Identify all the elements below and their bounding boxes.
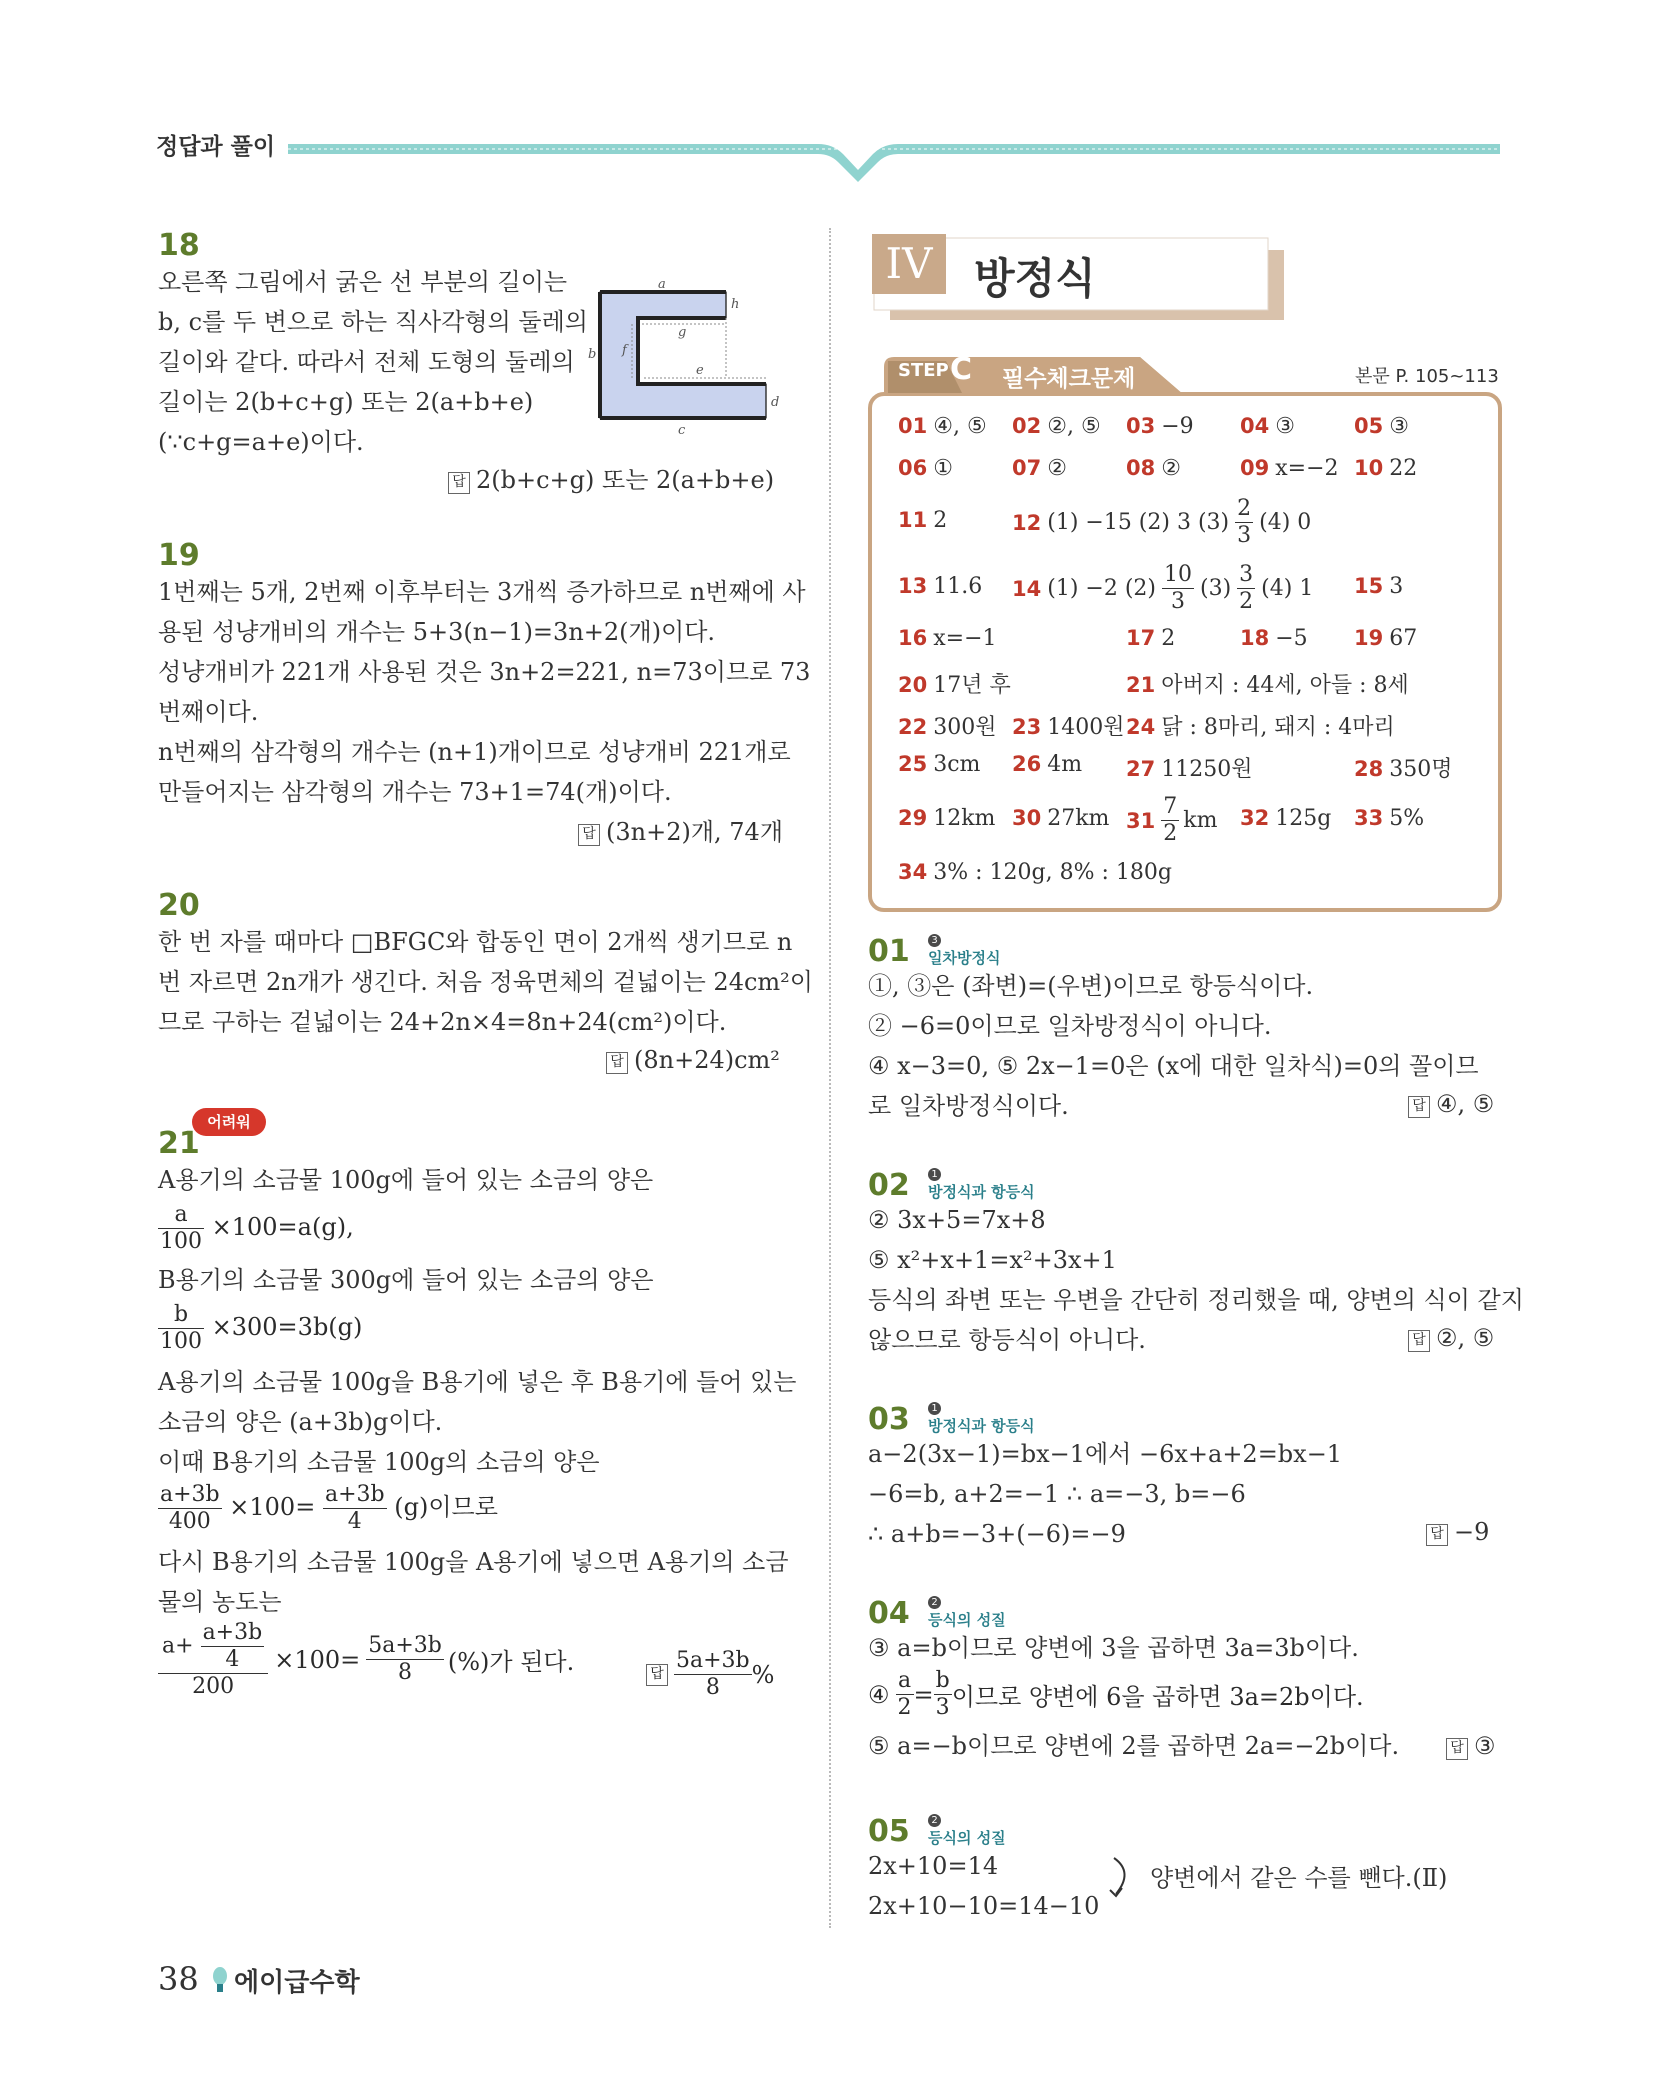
- quick-answer: 27 11250원: [1126, 757, 1253, 782]
- solution-01-body: ①, ③은 (좌변)=(우변)이므로 항등식이다. ② −6=0이므로 일차방정식이 아니다. ④ x−3=0, ⑤ 2x−1=0은 (x에 대한 일차식)=0의 꼴이므 로 일차방정식이다.: [868, 972, 1479, 1120]
- solution-02-body: ② 3x+5=7x+8 ⑤ x²+x+1=x²+3x+1 등식의 좌변 또는 우변을 간단히 정리했을 때, 양변의 식이 같지 않으므로 항등식이 아니다.: [868, 1206, 1524, 1354]
- answer-mark: 답: [646, 1664, 668, 1686]
- quick-answer: 06 ①: [898, 456, 953, 481]
- quick-answer: 01 ④, ⑤: [898, 414, 987, 439]
- quick-answer: 25 3cm: [898, 752, 981, 777]
- problem-18-line: (∵c+g=a+e)이다.: [158, 428, 364, 456]
- difficulty-badge: 어려워: [192, 1108, 266, 1136]
- problem-19-line: 용된 성냥개비의 개수는 5+3(n−1)=3n+2(개)이다.: [158, 618, 716, 646]
- quick-answer: 09 x=−2: [1240, 456, 1339, 481]
- solution-04-line: ④ $\frac{a}{2}$ = $\frac{b}{3}$ 이므로 양변에 6을 곱하면 3a=2b이다.: [868, 1668, 1364, 1720]
- quick-answer: 08 ②: [1126, 456, 1181, 481]
- quick-answer: 23 1400원: [1012, 715, 1125, 740]
- curved-arrow-icon: [1104, 1854, 1144, 1904]
- problem-21-line: B용기의 소금물 300g에 들어 있는 소금의 양은: [158, 1266, 654, 1294]
- bulb-icon: [212, 1966, 228, 1996]
- problem-19-line: 만들어지는 삼각형의 개수는 73+1=74(개)이다.: [158, 778, 672, 806]
- problem-18-body: [158, 262, 588, 462]
- quick-answer: 12 (1) −15 (2) 3 (3) $\frac{2}{3}$ (4) 0: [1012, 496, 1312, 548]
- quick-answer: 02 ②, ⑤: [1012, 414, 1101, 439]
- solution-05-number: 05: [868, 1814, 910, 1849]
- quick-answer: 28 350명: [1354, 757, 1453, 782]
- answer-mark: 답: [578, 824, 600, 846]
- problem-18-line: b, c를 두 변으로 하는 직사각형의 둘레의: [158, 308, 588, 336]
- problem-19-line: 번째이다.: [158, 698, 259, 726]
- problem-21-answer: 답 $\frac{5a+3b}{8}$ %: [646, 1648, 774, 1701]
- problem-19-line: n번째의 삼각형의 개수는 (n+1)개이므로 성냥개비 221개로: [158, 738, 791, 766]
- solution-04-line: ⑤ a=−b이므로 양변에 2를 곱하면 2a=−2b이다.: [868, 1732, 1400, 1760]
- step-letter: C: [950, 352, 973, 387]
- fig-label-e: e: [696, 363, 704, 378]
- fig-label-d: d: [771, 395, 780, 410]
- quick-answer: 34 3% : 120g, 8% : 180g: [898, 860, 1172, 885]
- chapter-number: IV: [872, 234, 946, 294]
- fig-label-f: f: [622, 343, 627, 358]
- problem-20-line: 번 자르면 2n개가 생긴다. 처음 정육면체의 겉넓이는 24cm²이: [158, 968, 813, 996]
- quick-answer: 32 125g: [1240, 806, 1332, 831]
- problem-20-answer: 답 (8n+24)cm²: [606, 1046, 780, 1074]
- solution-04-line: ③ a=b이므로 양변에 3을 곱하면 3a=3b이다.: [868, 1634, 1359, 1662]
- fig-label-b: b: [588, 347, 597, 362]
- problem-21-line: A용기의 소금물 100g에 들어 있는 소금의 양은: [158, 1166, 654, 1194]
- problem-20-line: 므로 구하는 겉넓이는 24+2n×4=8n+24(cm²)이다.: [158, 1008, 727, 1036]
- solution-04-answer: 답 ③: [1446, 1732, 1496, 1760]
- quick-answer: 26 4m: [1012, 752, 1083, 777]
- step-label: STEP: [898, 360, 949, 381]
- problem-21-line: 다시 B용기의 소금물 100g을 A용기에 넣으면 A용기의 소금: [158, 1548, 789, 1576]
- solution-04-tag: 2 등식의 성질: [928, 1597, 1006, 1629]
- problem-18-line: 길이는 2(b+c+g) 또는 2(a+b+e): [158, 388, 534, 416]
- solution-02-answer: 답 ②, ⑤: [1408, 1324, 1494, 1352]
- problem-21-line: 소금의 양은 (a+3b)g이다.: [158, 1408, 443, 1436]
- quick-answer: 05 ③: [1354, 414, 1409, 439]
- problem-21-line: 이때 B용기의 소금물 100g의 소금의 양은: [158, 1448, 600, 1476]
- problem-18-line: 길이와 같다. 따라서 전체 도형의 둘레의: [158, 348, 575, 376]
- problem-20-number: 20: [158, 888, 200, 923]
- problem-21-formula: $\frac{b}{100}$ ×300=3b(g): [160, 1302, 363, 1354]
- brand-name: 에이급수학: [234, 1968, 360, 1998]
- solution-02-tag: 1 방정식과 항등식: [928, 1169, 1035, 1201]
- solution-05-note: 양변에서 같은 수를 뺀다.(Ⅱ): [1150, 1864, 1448, 1892]
- quick-answer: 16 x=−1: [898, 626, 997, 651]
- problem-19-number: 19: [158, 538, 200, 573]
- problem-21-final-formula: a+ $\frac{a+3b}{4}$ 200 ×100= $\frac{5a+3b}{8}$ (%)가 된다.: [158, 1620, 574, 1699]
- problem-18-figure: [586, 278, 786, 438]
- quick-answer: 15 3: [1354, 574, 1404, 599]
- quick-answer: 14 (1) −2 (2) $\frac{10}{3}$ (3) $\frac{3}{2}$ (4) 1: [1012, 562, 1314, 614]
- quick-answer: 20 17년 후: [898, 673, 1011, 698]
- solution-03-number: 03: [868, 1402, 910, 1437]
- solution-03-body: a−2(3x−1)=bx−1에서 −6x+a+2=bx−1 −6=b, a+2=−1 ∴ a=−3, b=−6 ∴ a+b=−3+(−6)=−9: [868, 1440, 1343, 1548]
- quick-answer: 21 아버지 : 44세, 아들 : 8세: [1126, 673, 1409, 698]
- problem-20-body: [158, 922, 813, 1042]
- problem-19-body: [158, 572, 810, 812]
- quick-answer: 31 $\frac{7}{2}$ km: [1126, 794, 1218, 846]
- solution-01-number: 01: [868, 934, 910, 969]
- problem-19-line: 1번째는 5개, 2번째 이후부터는 3개씩 증가하므로 n번째에 사: [158, 578, 806, 606]
- quick-answer: 30 27km: [1012, 806, 1110, 831]
- answer-mark: 답: [606, 1052, 628, 1074]
- problem-18-answer: 답 2(b+c+g) 또는 2(a+b+e): [448, 460, 774, 495]
- solution-04-number: 04: [868, 1596, 910, 1631]
- column-divider: [829, 228, 831, 1928]
- step-title: 필수체크문제: [1002, 366, 1136, 392]
- problem-21-formula: $\frac{a+3b}{400}$ ×100= $\frac{a+3b}{4}$ (g)이므로: [160, 1482, 498, 1534]
- problem-21-number: 21: [158, 1126, 200, 1161]
- fig-label-a: a: [658, 278, 666, 292]
- problem-21-formula: $\frac{a}{100}$ ×100=a(g),: [160, 1202, 354, 1254]
- fig-label-c: c: [678, 423, 686, 438]
- solution-05-tag: 2 등식의 성질: [928, 1815, 1006, 1847]
- page-reference: 본문 P. 105~113: [1355, 366, 1499, 387]
- header-ribbon: [288, 132, 1500, 186]
- problem-20-line: 한 번 자를 때마다 □BFGC와 합동인 면이 2개씩 생기므로 n: [158, 928, 793, 956]
- page-number: 38: [158, 1960, 199, 1998]
- quick-answer: 13 11.6: [898, 574, 983, 599]
- problem-18-number: 18: [158, 228, 200, 263]
- quick-answer: 18 −5: [1240, 626, 1308, 651]
- quick-answer: 04 ③: [1240, 414, 1295, 439]
- solution-05-body: 2x+10=14 2x+10−10=14−10: [868, 1852, 1100, 1920]
- quick-answer: 24 닭 : 8마리, 돼지 : 4마리: [1126, 715, 1395, 740]
- fig-label-h: h: [731, 297, 740, 312]
- quick-answer: 33 5%: [1354, 806, 1425, 831]
- quick-answer: 17 2: [1126, 626, 1176, 651]
- problem-21-line: 물의 농도는: [158, 1588, 282, 1616]
- running-header-title: 정답과 풀이: [156, 134, 276, 160]
- answer-mark: 답: [448, 472, 470, 494]
- solution-03-tag: 1 방정식과 항등식: [928, 1403, 1035, 1435]
- quick-answer: 19 67: [1354, 626, 1418, 651]
- quick-answer: 03 −9: [1126, 414, 1194, 439]
- problem-19-line: 성냥개비가 221개 사용된 것은 3n+2=221, n=73이므로 73: [158, 658, 811, 686]
- problem-19-answer: 답 (3n+2)개, 74개: [578, 812, 783, 847]
- solution-03-answer: 답 −9: [1426, 1518, 1489, 1546]
- chapter-title: 방정식: [974, 254, 1096, 303]
- solution-01-tag: 3 일차방정식: [928, 935, 1001, 967]
- problem-21-line: A용기의 소금물 100g을 B용기에 넣은 후 B용기에 들어 있는: [158, 1368, 797, 1396]
- problem-18-line: 오른쪽 그림에서 굵은 선 부분의 길이는: [158, 268, 568, 296]
- quick-answer: 22 300원: [898, 715, 997, 740]
- quick-answer: 07 ②: [1012, 456, 1067, 481]
- quick-answer: 10 22: [1354, 456, 1418, 481]
- fig-label-g: g: [678, 325, 687, 340]
- quick-answer: 11 2: [898, 508, 948, 533]
- solution-02-number: 02: [868, 1168, 910, 1203]
- quick-answer: 29 12km: [898, 806, 996, 831]
- solution-01-answer: 답 ④, ⑤: [1408, 1090, 1494, 1118]
